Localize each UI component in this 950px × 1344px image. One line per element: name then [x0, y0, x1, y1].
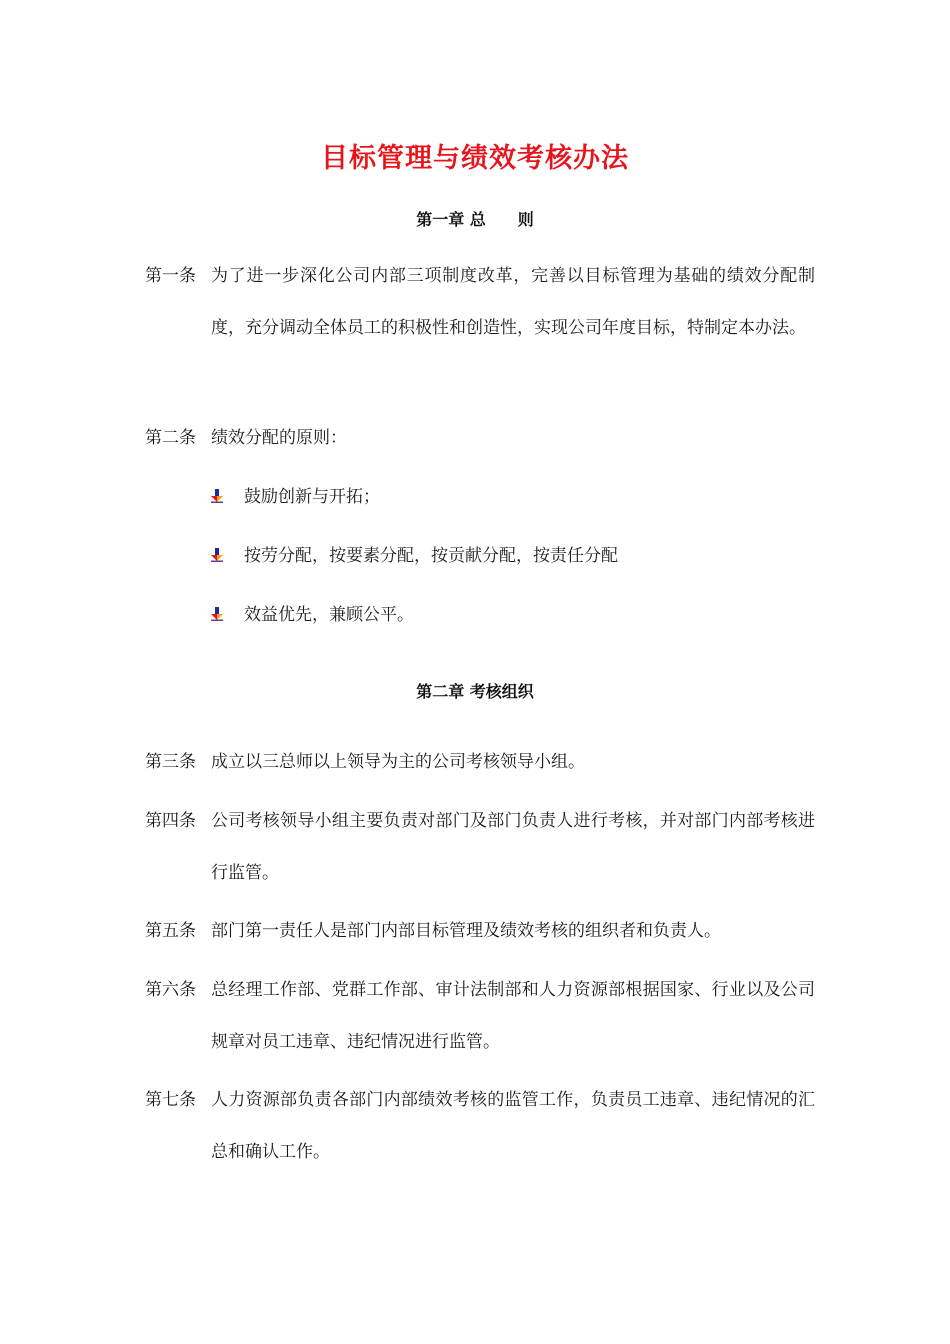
chapter-2-heading: 第二章 考核组织 [416, 682, 534, 701]
article-6 [145, 964, 815, 1068]
article-5-text: 部门第一责任人是部门内部目标管理及绩效考核的组织者和负责人。 [211, 921, 721, 941]
article-3-label: 第三条 [145, 752, 196, 772]
article-7-text: 人力资源部负责各部门内部绩效考核的监管工作，负责员工违章、违纪情况的汇总和确认工作。 [211, 1090, 815, 1162]
article-5 [145, 905, 815, 957]
article-3-text: 成立以三总师以上领导为主的公司考核领导小组。 [211, 752, 585, 772]
principle-item-2-text: 按劳分配，按要素分配，按贡献分配，按责任分配 [244, 546, 618, 566]
article-4-text: 公司考核领导小组主要负责对部门及部门负责人进行考核，并对部门内部考核进行监管。 [211, 811, 815, 883]
principle-item-2 [210, 544, 618, 568]
arrow-down-bullet-icon [210, 548, 224, 562]
article-5-label: 第五条 [145, 921, 196, 941]
article-7-label: 第七条 [145, 1090, 196, 1110]
article-6-text: 总经理工作部、党群工作部、审计法制部和人力资源部根据国家、行业以及公司规章对员工违章、违纪情况进行监管。 [211, 980, 815, 1052]
principle-item-1-text: 鼓励创新与开拓； [244, 487, 380, 507]
document-title: 目标管理与绩效考核办法 [321, 143, 629, 174]
chapter-1-heading: 第一章 总 则 [416, 210, 534, 229]
article-7 [145, 1074, 815, 1178]
article-2-text: 绩效分配的原则： [211, 428, 347, 448]
article-2 [145, 412, 815, 464]
article-4-label: 第四条 [145, 811, 196, 831]
article-4 [145, 795, 815, 899]
principle-item-3-text: 效益优先，兼顾公平。 [244, 605, 414, 625]
arrow-down-bullet-icon [210, 607, 224, 621]
article-6-label: 第六条 [145, 980, 196, 1000]
article-2-label: 第二条 [145, 428, 196, 448]
principle-item-1 [210, 485, 380, 509]
arrow-down-bullet-icon [210, 489, 224, 503]
article-3 [145, 736, 815, 788]
article-1-label: 第一条 [145, 266, 196, 286]
article-1 [145, 250, 815, 354]
principle-item-3 [210, 603, 414, 627]
article-1-text: 为了进一步深化公司内部三项制度改革，完善以目标管理为基础的绩效分配制度，充分调动全体员工的积极性和创造性，实现公司年度目标，特制定本办法。 [211, 266, 815, 338]
